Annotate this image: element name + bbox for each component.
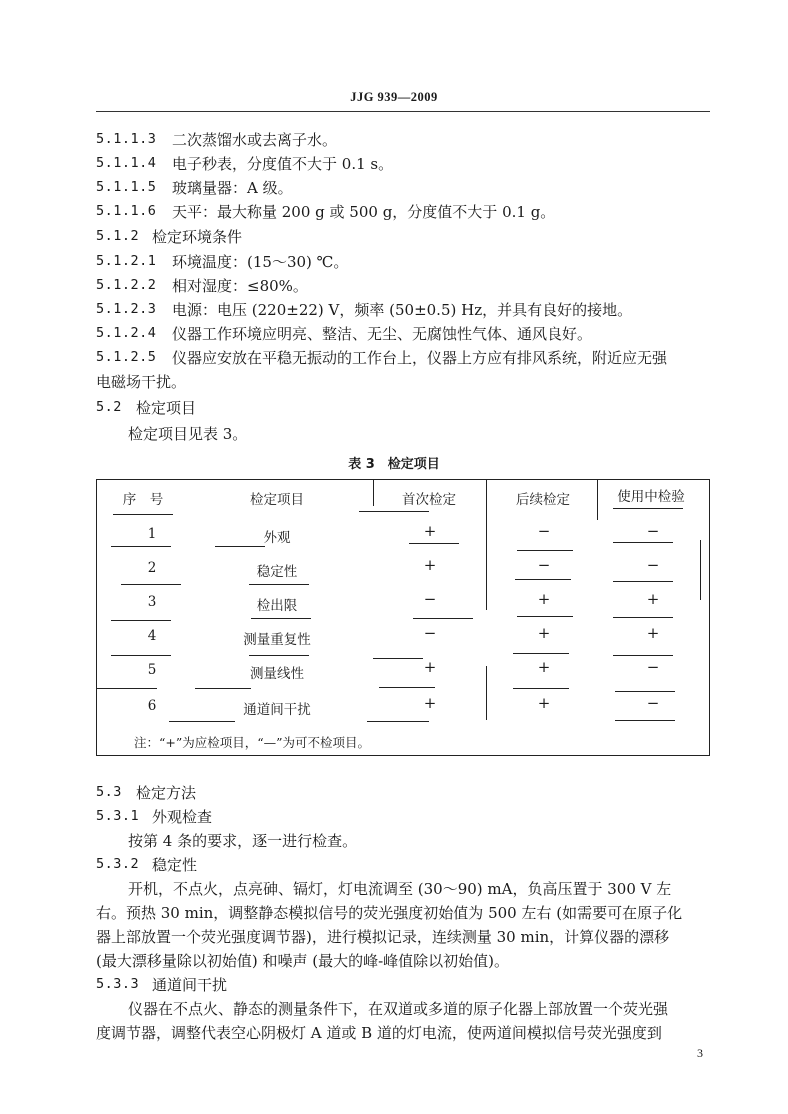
row-in-use: + (646, 590, 660, 608)
running-header: JJG 939—2009 (350, 90, 438, 104)
row-in-use: + (646, 624, 660, 642)
clause-number: 5.1.2.4 (96, 325, 157, 341)
table-header-first: 首次检定 (402, 492, 456, 508)
table-hline (513, 653, 569, 654)
table-hline (413, 618, 473, 619)
paragraph-text: 开机，不点火，点亮砷、镉灯，灯电流调至 (30～90) mA，负高压置于 300 V 左 (128, 880, 672, 898)
row-no: 4 (147, 628, 157, 644)
row-no: 2 (147, 560, 157, 576)
row-item: 检出限 (256, 598, 298, 614)
table-hline (111, 546, 171, 547)
clause-number: 5.3 (96, 784, 122, 800)
row-first: + (423, 522, 437, 540)
row-first: + (423, 556, 437, 574)
clause-number: 5.1.2 (96, 228, 140, 244)
paragraph-text: 器上部放置一个荧光强度调节器)，进行模拟记录，连续测量 30 min，计算仪器的漂移 (96, 928, 670, 946)
table-header-subsequent: 后续检定 (516, 492, 570, 508)
clause-number: 5.1.1.5 (96, 179, 157, 195)
clause-text: 检定项目 (136, 399, 197, 417)
row-first: − (423, 590, 437, 608)
row-in-use: − (646, 522, 660, 540)
table-hline (359, 511, 429, 512)
clause-number: 5.1.2.1 (96, 253, 157, 269)
clause-number: 5.2 (96, 399, 122, 415)
table-hline (613, 655, 673, 656)
table-hline (515, 579, 571, 580)
clause-number: 5.1.1.3 (96, 131, 157, 147)
table-vline (373, 480, 374, 506)
row-in-use: − (646, 556, 660, 574)
table-hline (195, 688, 251, 689)
table-hline (367, 721, 429, 722)
row-subsequent: − (537, 556, 551, 574)
clause-text: 外观检查 (152, 808, 213, 826)
table-hline (111, 655, 171, 656)
table-vline (486, 666, 487, 720)
row-subsequent: − (537, 522, 551, 540)
table-hline (409, 543, 459, 544)
row-first: + (423, 658, 437, 676)
table-note: 注：“+”为应检项目，“—”为可不检项目。 (134, 735, 371, 750)
clause-number: 5.1.1.4 (96, 155, 157, 171)
clause-number: 5.1.2.2 (96, 277, 157, 293)
clause-number: 5.3.3 (96, 976, 140, 992)
row-item: 稳定性 (256, 564, 298, 580)
clause-number: 5.3.1 (96, 808, 140, 824)
clause-text-continued: 电磁场干扰。 (96, 373, 187, 391)
clause-number: 5.1.2.3 (96, 301, 157, 317)
clause-number: 5.1.1.6 (96, 203, 157, 219)
clause-text: 玻璃量器：A 级。 (172, 179, 293, 197)
row-item: 测量重复性 (243, 632, 311, 648)
clause-number: 5.1.2.5 (96, 349, 157, 365)
clause-text: 环境温度：(15～30) ℃。 (172, 253, 349, 271)
clause-text: 仪器工作环境应明亮、整洁、无尘、无腐蚀性气体、通风良好。 (172, 325, 593, 343)
row-subsequent: + (537, 694, 551, 712)
clause-text: 二次蒸馏水或去离子水。 (172, 131, 338, 149)
row-no: 5 (147, 662, 157, 678)
table-hline (513, 688, 569, 689)
clause-text: 相对湿度：≤80%。 (172, 277, 308, 295)
row-item: 外观 (263, 530, 291, 546)
row-first: + (423, 694, 437, 712)
row-no: 3 (147, 594, 157, 610)
row-in-use: − (646, 694, 660, 712)
table-hline (215, 546, 265, 547)
table-hline (613, 617, 673, 618)
table-hline (613, 542, 673, 543)
table-header-item: 检定项目 (250, 492, 304, 508)
clause-text: 检定方法 (136, 784, 197, 802)
paragraph-text: 右。预热 30 min，调整静态模拟信号的荧光强度初始值为 500 左右 (如需要可在原子化 (96, 904, 683, 922)
table-hline (615, 691, 675, 692)
row-no: 1 (147, 526, 157, 542)
table-hline (249, 655, 309, 656)
table-hline (517, 550, 573, 551)
table-hline (111, 620, 171, 621)
table-header-in-use: 使用中检验 (617, 489, 685, 505)
table-hline (251, 618, 311, 619)
table-hline (97, 688, 157, 689)
clause-text: 检定环境条件 (152, 228, 243, 246)
clause-text: 电源：电压 (220±22) V，频率 (50±0.5) Hz，并具有良好的接地。 (172, 301, 633, 319)
table-header-no: 序 号 (122, 492, 164, 508)
paragraph-text: 度调节器，调整代表空心阴极灯 A 道或 B 道的灯电流，使两道间模拟信号荧光强度到 (96, 1024, 662, 1042)
table-hline (121, 584, 181, 585)
page-number: 3 (697, 1046, 703, 1060)
row-no: 6 (147, 698, 157, 714)
clause-text: 稳定性 (152, 856, 198, 874)
row-subsequent: + (537, 624, 551, 642)
row-item: 通道间干扰 (243, 702, 311, 718)
table-vline (486, 480, 487, 610)
table-hline (379, 687, 435, 688)
row-subsequent: + (537, 658, 551, 676)
paragraph-text: 按第 4 条的要求，逐一进行检查。 (128, 832, 358, 850)
row-first: − (423, 624, 437, 642)
row-subsequent: + (537, 590, 551, 608)
table-hline (249, 584, 309, 585)
table-hline (613, 508, 683, 509)
clause-text: 电子秒表，分度值不大于 0.1 s。 (172, 155, 394, 173)
paragraph-text: (最大漂移量除以初始值) 和噪声 (最大的峰-峰值除以初始值)。 (96, 952, 510, 970)
clause-text: 仪器应安放在平稳无振动的工作台上，仪器上方应有排风系统，附近应无强 (172, 349, 668, 367)
table-vline (700, 540, 701, 600)
table-hline (615, 720, 675, 721)
header-rule (96, 111, 710, 112)
table-hline (613, 581, 673, 582)
row-in-use: − (646, 658, 660, 676)
row-item: 测量线性 (250, 666, 304, 682)
paragraph-text: 仪器在不点火、静态的测量条件下，在双道或多道的原子化器上部放置一个荧光强 (128, 1000, 669, 1018)
clause-number: 5.3.2 (96, 856, 140, 872)
table-hline (517, 616, 573, 617)
clause-text: 天平：最大称量 200 g 或 500 g，分度值不大于 0.1 g。 (172, 203, 556, 221)
clause-text: 通道间干扰 (152, 976, 228, 994)
table-vline (597, 480, 598, 520)
inspection-items-table (96, 479, 710, 756)
table-caption: 表 3 检定项目 (348, 457, 440, 472)
table-hline (169, 721, 235, 722)
paragraph-text: 检定项目见表 3。 (128, 425, 248, 443)
table-hline (113, 514, 173, 515)
